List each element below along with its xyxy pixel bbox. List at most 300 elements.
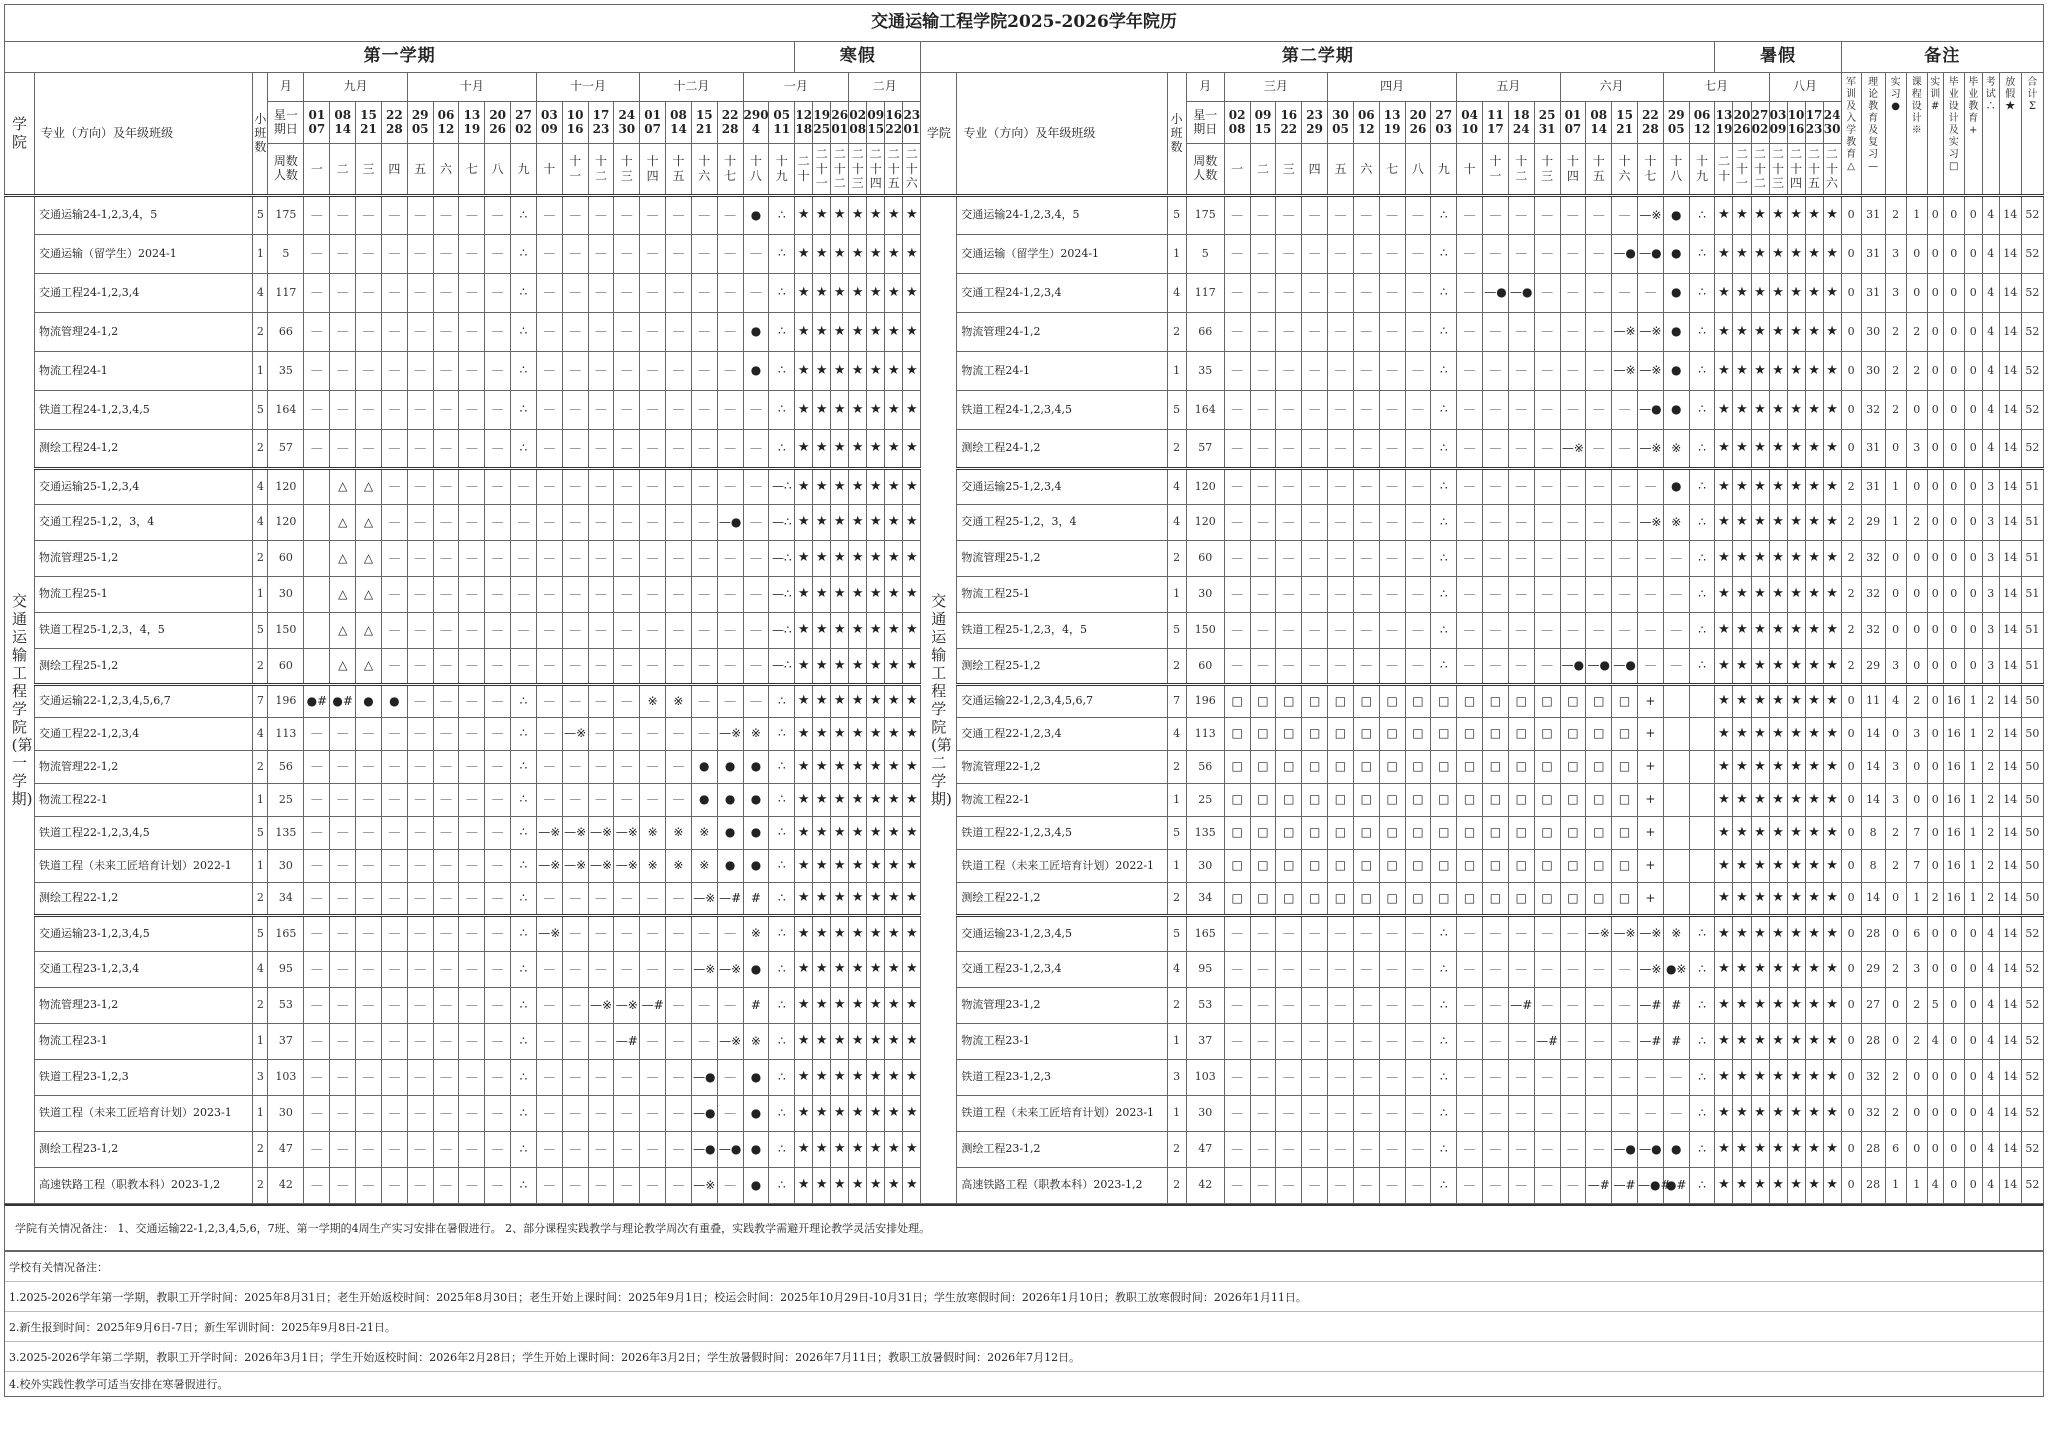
summary-value: 0 <box>1964 613 1982 649</box>
summary-value: 52 <box>2021 916 2043 952</box>
class-row <box>5 850 2044 883</box>
week-number-label: 二十六 <box>905 147 918 190</box>
week-activity-cell: — <box>381 505 407 541</box>
week-activity-cell: — <box>1353 469 1379 505</box>
week-activity-cell: ∴ <box>1689 1024 1715 1060</box>
week-activity-cell: □ <box>1276 817 1302 850</box>
week-activity-cell: — <box>381 817 407 850</box>
week-activity-cell: ★ <box>885 685 903 718</box>
week-activity-cell: — <box>407 1132 433 1168</box>
week-activity-cell: □ <box>1353 751 1379 784</box>
summary-value: 14 <box>1999 850 2021 883</box>
week-activity-cell: ★ <box>813 1024 831 1060</box>
week-activity-cell: ∴ <box>769 391 795 430</box>
week-activity-cell: — <box>1483 577 1509 613</box>
week-activity-cell: — <box>381 988 407 1024</box>
week-activity-cell: — <box>691 505 717 541</box>
week-activity-cell: — <box>1508 613 1534 649</box>
week-activity-cell: □ <box>1560 850 1586 883</box>
week-activity-cell: ★ <box>1715 430 1733 469</box>
week-activity-cell: — <box>1250 313 1276 352</box>
week-activity-cell: □ <box>1560 784 1586 817</box>
week-activity-cell: — <box>1224 1060 1250 1096</box>
week-activity-cell: ★ <box>1733 883 1751 916</box>
summary-value: 2 <box>1885 1096 1906 1132</box>
week-activity-cell: — <box>433 916 459 952</box>
small-class-count: 5 <box>1167 391 1186 430</box>
week-activity-cell: ★ <box>1805 784 1823 817</box>
week-start-date: 16 <box>1280 107 1298 122</box>
summary-value: 0 <box>1906 391 1927 430</box>
week-end-date: 05 <box>411 121 429 136</box>
week-activity-cell: ∴ <box>1689 952 1715 988</box>
week-activity-cell: ★ <box>1823 1096 1841 1132</box>
week-activity-cell: ★ <box>849 352 867 391</box>
week-activity-cell: ★ <box>1805 505 1823 541</box>
week-activity-cell: ∴ <box>769 685 795 718</box>
month-header: 三月 <box>1224 73 1327 102</box>
week-activity-cell: ★ <box>903 274 921 313</box>
class-name: 铁道工程（未来工匠培育计划）2023-1 <box>957 1096 1167 1132</box>
week-activity-cell: ★ <box>903 313 921 352</box>
week-activity-cell: — <box>1250 274 1276 313</box>
week-activity-cell: — <box>1508 577 1534 613</box>
week-activity-cell: — <box>1405 649 1431 685</box>
week-end-date: 22 <box>1280 121 1298 136</box>
week-activity-cell: ★ <box>795 1132 813 1168</box>
week-activity-cell: ★ <box>849 718 867 751</box>
week-number-label: 十五 <box>672 154 685 183</box>
week-activity-cell: —● <box>717 505 743 541</box>
week-activity-cell: ★ <box>1787 613 1805 649</box>
week-activity-cell: — <box>717 274 743 313</box>
week-activity-cell: — <box>356 274 382 313</box>
school-note-4: 4.校外实践性教学可适当安排在寒暑假进行。 <box>9 1378 229 1391</box>
week-activity-cell: ★ <box>813 850 831 883</box>
week-activity-cell: — <box>1586 196 1612 235</box>
week-activity-cell: ● <box>717 784 743 817</box>
week-number-label: 二十三 <box>851 147 864 190</box>
week-activity-cell: □ <box>1379 718 1405 751</box>
week-activity-cell: — <box>691 613 717 649</box>
month-header: 四月 <box>1328 73 1457 102</box>
week-activity-cell: ★ <box>1715 274 1733 313</box>
week-activity-cell: ★ <box>867 1132 885 1168</box>
week-activity-cell: — <box>1534 430 1560 469</box>
week-activity-cell: — <box>407 235 433 274</box>
week-activity-cell: —※ <box>614 988 640 1024</box>
week-activity-cell: —∴ <box>769 505 795 541</box>
summary-value: 29 <box>1861 952 1885 988</box>
small-class-count: 2 <box>253 649 268 685</box>
student-count: 120 <box>268 505 304 541</box>
week-activity-cell: ★ <box>867 817 885 850</box>
week-activity-cell: — <box>1302 1168 1328 1204</box>
week-activity-cell: □ <box>1612 850 1638 883</box>
summary-value: 2 <box>1982 751 1999 784</box>
week-activity-cell: — <box>536 1132 562 1168</box>
week-activity-cell: — <box>459 988 485 1024</box>
week-number <box>1250 144 1276 196</box>
week-activity-cell: —∴ <box>769 613 795 649</box>
week-start-date: 04 <box>1461 107 1478 122</box>
small-class-count: 5 <box>1167 916 1186 952</box>
week-number <box>1787 144 1805 196</box>
week-start-date: 23 <box>1306 107 1323 122</box>
student-count: 150 <box>1186 613 1224 649</box>
week-activity-cell: — <box>562 784 588 817</box>
week-date-range <box>1637 102 1663 144</box>
week-activity-cell: — <box>1250 1168 1276 1204</box>
week-activity-cell: ★ <box>795 988 813 1024</box>
summary-value: 29 <box>1861 505 1885 541</box>
week-activity-cell: — <box>1483 1024 1509 1060</box>
week-activity-cell: — <box>1379 1060 1405 1096</box>
summary-value: 0 <box>1841 1096 1861 1132</box>
summary-value: 4 <box>1982 235 1999 274</box>
week-activity-cell: — <box>1534 313 1560 352</box>
week-activity-cell: — <box>304 352 330 391</box>
class-row <box>5 883 2044 916</box>
week-activity-cell: — <box>1250 352 1276 391</box>
summary-value: 28 <box>1861 1024 1885 1060</box>
week-activity-cell: ★ <box>903 649 921 685</box>
week-activity-cell: ★ <box>867 613 885 649</box>
week-activity-cell: — <box>433 685 459 718</box>
class-name: 交通工程25-1,2，3，4 <box>35 505 253 541</box>
week-activity-cell: □ <box>1328 850 1354 883</box>
week-activity-cell: — <box>1586 1024 1612 1060</box>
calendar-table <box>4 4 2044 1204</box>
summary-value: 0 <box>1906 1096 1927 1132</box>
week-activity-cell: ★ <box>795 751 813 784</box>
summary-value: 16 <box>1943 850 1964 883</box>
week-activity-cell: — <box>640 613 666 649</box>
week-activity-cell: — <box>691 313 717 352</box>
summary-value: 4 <box>1982 1024 1999 1060</box>
week-date-range <box>407 102 433 144</box>
week-activity-cell: — <box>562 577 588 613</box>
week-activity-cell: ★ <box>1769 1096 1787 1132</box>
week-activity-cell: ★ <box>885 1024 903 1060</box>
week-activity-cell: ★ <box>1733 1024 1751 1060</box>
student-count: 30 <box>268 577 304 613</box>
week-activity-cell: □ <box>1483 850 1509 883</box>
week-activity-cell: — <box>640 235 666 274</box>
week-end-date: 22 <box>885 121 903 136</box>
summary-value: 14 <box>1861 718 1885 751</box>
student-count: 113 <box>1186 718 1224 751</box>
week-activity-cell: — <box>536 352 562 391</box>
summary-value: 4 <box>1927 1024 1943 1060</box>
week-activity-cell: ★ <box>1769 430 1787 469</box>
week-activity-cell: ★ <box>831 988 849 1024</box>
week-activity-cell: ∴ <box>1689 313 1715 352</box>
week-activity-cell: ★ <box>1715 817 1733 850</box>
week-activity-cell: □ <box>1508 685 1534 718</box>
student-count: 95 <box>1186 952 1224 988</box>
week-activity-cell: — <box>356 1132 382 1168</box>
weekday-label-bottom: 期日 <box>1193 121 1218 136</box>
week-activity-cell: — <box>588 751 614 784</box>
week-number <box>1663 144 1689 196</box>
summary-value: 14 <box>1999 883 2021 916</box>
summary-value: 16 <box>1943 685 1964 718</box>
week-activity-cell: ★ <box>1751 313 1769 352</box>
summary-value: 52 <box>2021 1168 2043 1204</box>
week-number <box>769 144 795 196</box>
week-activity-cell: — <box>666 883 692 916</box>
small-class-count: 2 <box>253 1132 268 1168</box>
week-activity-cell: ★ <box>795 577 813 613</box>
week-activity-cell <box>304 541 330 577</box>
week-activity-cell: — <box>562 352 588 391</box>
week-activity-cell: ● <box>717 817 743 850</box>
week-activity-cell: — <box>459 817 485 850</box>
week-activity-cell: + <box>1637 784 1663 817</box>
week-activity-cell: ★ <box>1769 1024 1787 1060</box>
week-activity-cell: — <box>485 1168 511 1204</box>
week-date-range <box>1224 102 1250 144</box>
week-date-range <box>849 102 867 144</box>
week-activity-cell: — <box>536 1024 562 1060</box>
summary-value: 0 <box>1943 916 1964 952</box>
week-activity-cell: — <box>640 391 666 430</box>
week-activity-cell: □ <box>1483 751 1509 784</box>
week-activity-cell: — <box>640 1096 666 1132</box>
summary-value: 52 <box>2021 274 2043 313</box>
week-activity-cell: — <box>1663 1096 1689 1132</box>
week-number-label: 七 <box>465 161 478 176</box>
week-number <box>407 144 433 196</box>
week-activity-cell: — <box>1224 988 1250 1024</box>
week-start-date: 02 <box>849 107 867 122</box>
week-activity-cell: — <box>433 430 459 469</box>
summary-value: 14 <box>1999 196 2021 235</box>
week-activity-cell <box>1689 817 1715 850</box>
summary-value: 0 <box>1885 577 1906 613</box>
week-activity-cell: ★ <box>813 613 831 649</box>
week-activity-cell: — <box>381 1168 407 1204</box>
week-activity-cell: — <box>459 751 485 784</box>
week-activity-cell: ★ <box>813 649 831 685</box>
week-activity-cell: ∴ <box>1431 196 1457 235</box>
week-activity-cell: ● <box>743 850 769 883</box>
week-activity-cell: ● <box>1663 352 1689 391</box>
summary-value: 50 <box>2021 718 2043 751</box>
week-activity-cell: — <box>743 541 769 577</box>
week-start-date: 06 <box>1693 107 1711 122</box>
week-start-date: 27 <box>1435 107 1453 122</box>
week-number <box>1612 144 1638 196</box>
week-activity-cell: — <box>485 391 511 430</box>
summary-column-header <box>1861 73 1885 196</box>
week-activity-cell: — <box>1560 235 1586 274</box>
week-activity-cell: — <box>1276 274 1302 313</box>
student-count: 164 <box>1186 391 1224 430</box>
week-activity-cell: — <box>381 916 407 952</box>
week-activity-cell: ★ <box>885 1096 903 1132</box>
week-activity-cell: — <box>1534 1168 1560 1204</box>
summary-value: 0 <box>1841 751 1861 784</box>
week-activity-cell: — <box>1405 613 1431 649</box>
week-activity-cell: — <box>330 274 356 313</box>
week-number <box>1769 144 1787 196</box>
week-activity-cell: ∴ <box>769 1060 795 1096</box>
week-number-label: 三 <box>362 161 375 176</box>
class-row <box>5 274 2044 313</box>
week-activity-cell: — <box>1224 196 1250 235</box>
small-class-count: 4 <box>253 952 268 988</box>
week-activity-cell: — <box>1534 613 1560 649</box>
week-start-date: 27 <box>515 107 532 122</box>
week-start-date: 24 <box>618 107 636 122</box>
week-activity-cell <box>1689 883 1715 916</box>
week-activity-cell: — <box>640 541 666 577</box>
summary-value: 0 <box>1927 751 1943 784</box>
week-activity-cell: ★ <box>1769 352 1787 391</box>
week-activity-cell: □ <box>1328 751 1354 784</box>
week-activity-cell: ★ <box>813 784 831 817</box>
week-activity-cell: — <box>536 541 562 577</box>
week-activity-cell: — <box>381 784 407 817</box>
week-start-date: 05 <box>773 107 791 122</box>
week-activity-cell: — <box>562 1024 588 1060</box>
student-count: 120 <box>1186 505 1224 541</box>
week-activity-cell: — <box>356 952 382 988</box>
week-start-date: 13 <box>463 107 481 122</box>
week-activity-cell: —● <box>1637 1132 1663 1168</box>
summary-value: 0 <box>1927 541 1943 577</box>
week-activity-cell: □ <box>1250 751 1276 784</box>
week-activity-cell: — <box>407 196 433 235</box>
summary-value: 30 <box>1861 352 1885 391</box>
week-activity-cell: — <box>1457 430 1483 469</box>
summary-value: 52 <box>2021 952 2043 988</box>
summary-value: 0 <box>1943 952 1964 988</box>
week-end-date: 16 <box>1787 121 1805 136</box>
summary-value: 14 <box>1999 952 2021 988</box>
week-activity-cell: ★ <box>867 352 885 391</box>
week-activity-cell: ●# <box>330 685 356 718</box>
class-name: 交通运输23-1,2,3,4,5 <box>35 916 253 952</box>
week-activity-cell: □ <box>1534 685 1560 718</box>
summary-value: 31 <box>1861 196 1885 235</box>
student-count: 30 <box>1186 850 1224 883</box>
week-activity-cell: — <box>1353 613 1379 649</box>
week-activity-cell: □ <box>1560 718 1586 751</box>
summary-value: 3 <box>1885 784 1906 817</box>
week-activity-cell: ∴ <box>1689 1132 1715 1168</box>
week-activity-cell <box>304 505 330 541</box>
week-activity-cell: ★ <box>831 235 849 274</box>
summary-value: 4 <box>1982 430 1999 469</box>
summary-value: 14 <box>1999 649 2021 685</box>
week-activity-cell: — <box>1483 613 1509 649</box>
week-activity-cell: ※ <box>691 850 717 883</box>
week-activity-cell: ★ <box>795 1024 813 1060</box>
week-activity-cell: ★ <box>831 613 849 649</box>
week-activity-cell: —∴ <box>769 469 795 505</box>
class-name: 物流工程23-1 <box>957 1024 1167 1060</box>
summary-value: 0 <box>1841 235 1861 274</box>
week-date-range <box>1560 102 1586 144</box>
class-name: 物流工程25-1 <box>35 577 253 613</box>
week-activity-cell: □ <box>1405 883 1431 916</box>
week-activity-cell: — <box>717 685 743 718</box>
week-activity-cell: — <box>1302 916 1328 952</box>
week-activity-cell: □ <box>1353 784 1379 817</box>
summary-value: 3 <box>1885 649 1906 685</box>
week-activity-cell: — <box>1508 649 1534 685</box>
week-activity-cell: — <box>433 649 459 685</box>
week-activity-cell: — <box>1586 1132 1612 1168</box>
week-activity-cell: □ <box>1483 883 1509 916</box>
week-activity-cell: — <box>1586 274 1612 313</box>
week-activity-cell: — <box>536 391 562 430</box>
week-end-date: 03 <box>1435 121 1453 136</box>
week-activity-cell: — <box>1663 1060 1689 1096</box>
week-activity-cell: — <box>304 391 330 430</box>
week-activity-cell: ∴ <box>1689 391 1715 430</box>
week-activity-cell: □ <box>1508 784 1534 817</box>
summary-value: 0 <box>1841 784 1861 817</box>
class-row <box>5 784 2044 817</box>
class-name: 物流工程23-1 <box>35 1024 253 1060</box>
student-count: 165 <box>268 916 304 952</box>
week-activity-cell: — <box>1276 391 1302 430</box>
week-activity-cell: ★ <box>1787 649 1805 685</box>
small-class-count: 5 <box>253 391 268 430</box>
week-activity-cell: ★ <box>831 541 849 577</box>
week-activity-cell: — <box>1483 469 1509 505</box>
small-class-count: 5 <box>1167 817 1186 850</box>
week-activity-cell: — <box>1483 649 1509 685</box>
week-activity-cell: □ <box>1353 883 1379 916</box>
week-activity-cell: □ <box>1276 718 1302 751</box>
month-header: 七月 <box>1663 73 1769 102</box>
week-activity-cell: ★ <box>1751 613 1769 649</box>
week-activity-cell: □ <box>1457 850 1483 883</box>
week-activity-cell: — <box>588 613 614 649</box>
summary-value: 1 <box>1964 751 1982 784</box>
small-class-count: 1 <box>1167 784 1186 817</box>
week-activity-cell: ● <box>743 817 769 850</box>
week-number-label: 二十 <box>797 154 810 183</box>
week-activity-cell: — <box>640 430 666 469</box>
week-activity-cell: ★ <box>867 850 885 883</box>
week-activity-cell: — <box>1224 649 1250 685</box>
week-activity-cell: — <box>1276 196 1302 235</box>
week-number-label: 八 <box>1411 161 1424 176</box>
week-number-label: 二十三 <box>1772 147 1785 190</box>
class-row <box>5 817 2044 850</box>
week-activity-cell: ★ <box>813 1168 831 1204</box>
week-activity-cell <box>304 469 330 505</box>
class-name: 铁道工程25-1,2,3，4，5 <box>957 613 1167 649</box>
summary-value: 2 <box>1885 352 1906 391</box>
week-activity-cell: ★ <box>903 751 921 784</box>
week-activity-cell: □ <box>1405 850 1431 883</box>
week-activity-cell: — <box>1405 541 1431 577</box>
week-activity-cell: — <box>536 577 562 613</box>
summary-value: 1 <box>1964 685 1982 718</box>
summary-value: 2 <box>1885 952 1906 988</box>
summary-value: 1 <box>1964 718 1982 751</box>
page-title: 交通运输工程学院2025-2026学年院历 <box>5 5 2044 42</box>
week-activity-cell: ★ <box>1769 469 1787 505</box>
week-number-label: 二 <box>336 161 349 176</box>
